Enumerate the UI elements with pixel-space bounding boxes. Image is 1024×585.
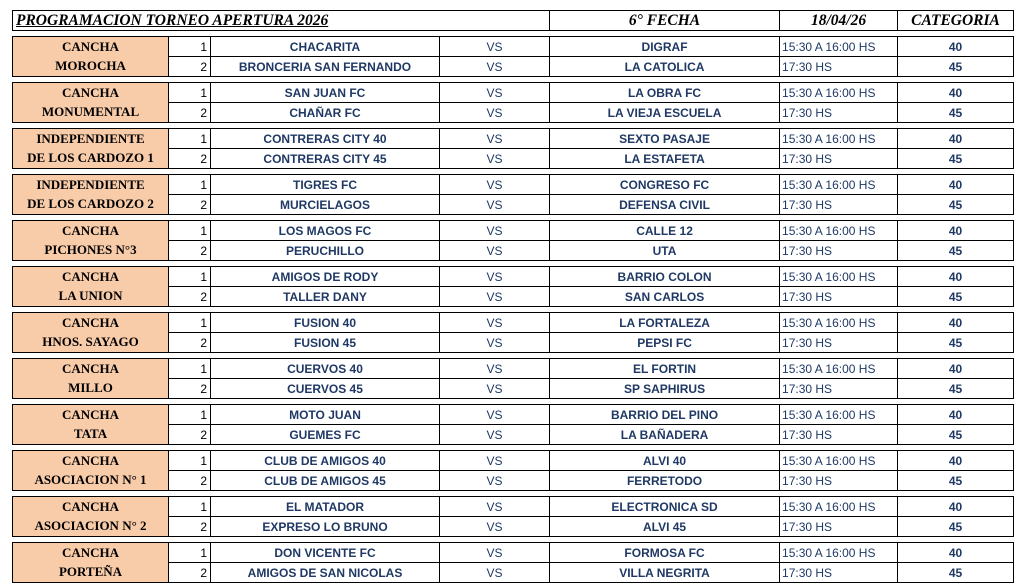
- venue-name: DE LOS CARDOZO 2: [13, 195, 169, 215]
- match-row: [13, 195, 1014, 215]
- match-number: 2: [169, 241, 211, 261]
- match-row: [13, 563, 1014, 583]
- match-row: [13, 175, 1014, 195]
- home-team: PERUCHILLO: [211, 241, 440, 261]
- match-number: 1: [169, 37, 211, 57]
- category-value: 45: [898, 563, 1014, 583]
- match-row: [13, 471, 1014, 491]
- category-value: 45: [898, 379, 1014, 399]
- match-number: 2: [169, 471, 211, 491]
- home-team: CLUB DE AMIGOS 40: [211, 451, 440, 471]
- away-team: PEPSI FC: [550, 333, 780, 353]
- match-number: 1: [169, 313, 211, 333]
- kickoff-time: 17:30 HS: [780, 517, 898, 537]
- vs-label: VS: [440, 287, 550, 307]
- match-row: [13, 517, 1014, 537]
- away-team: BARRIO COLON: [550, 267, 780, 287]
- vs-label: VS: [440, 379, 550, 399]
- match-row: [13, 451, 1014, 471]
- venue-name: CANCHA: [13, 497, 169, 517]
- match-number: 1: [169, 405, 211, 425]
- match-number: 1: [169, 497, 211, 517]
- home-team: TALLER DANY: [211, 287, 440, 307]
- away-team: SAN CARLOS: [550, 287, 780, 307]
- vs-label: VS: [440, 83, 550, 103]
- venue-name: INDEPENDIENTE: [13, 129, 169, 149]
- away-team: ALVI 40: [550, 451, 780, 471]
- schedule-sheet: [12, 10, 1013, 583]
- match-row: [13, 149, 1014, 169]
- vs-label: VS: [440, 175, 550, 195]
- vs-label: VS: [440, 267, 550, 287]
- kickoff-time: 15:30 A 16:00 HS: [780, 543, 898, 563]
- kickoff-time: 17:30 HS: [780, 379, 898, 399]
- away-team: DIGRAF: [550, 37, 780, 57]
- away-team: CALLE 12: [550, 221, 780, 241]
- match-row: [13, 497, 1014, 517]
- tournament-title: PROGRAMACION TORNEO APERTURA 2026: [13, 11, 550, 31]
- home-team: TIGRES FC: [211, 175, 440, 195]
- category-value: 40: [898, 359, 1014, 379]
- match-row: [13, 129, 1014, 149]
- category-value: 40: [898, 405, 1014, 425]
- venue-name: HNOS. SAYAGO: [13, 333, 169, 353]
- match-number: 1: [169, 175, 211, 195]
- home-team: CUERVOS 45: [211, 379, 440, 399]
- match-number: 2: [169, 149, 211, 169]
- venue-name: MONUMENTAL: [13, 103, 169, 123]
- venue-name: PORTEÑA: [13, 563, 169, 583]
- match-row: [13, 287, 1014, 307]
- away-team: UTA: [550, 241, 780, 261]
- vs-label: VS: [440, 195, 550, 215]
- kickoff-time: 15:30 A 16:00 HS: [780, 405, 898, 425]
- vs-label: VS: [440, 405, 550, 425]
- vs-label: VS: [440, 129, 550, 149]
- category-header: CATEGORIA: [898, 11, 1014, 31]
- match-row: [13, 221, 1014, 241]
- venue-name: PICHONES N°3: [13, 241, 169, 261]
- home-team: CONTRERAS CITY 45: [211, 149, 440, 169]
- match-number: 2: [169, 517, 211, 537]
- match-row: [13, 405, 1014, 425]
- vs-label: VS: [440, 359, 550, 379]
- match-number: 2: [169, 333, 211, 353]
- away-team: ELECTRONICA SD: [550, 497, 780, 517]
- vs-label: VS: [440, 313, 550, 333]
- away-team: CONGRESO FC: [550, 175, 780, 195]
- kickoff-time: 17:30 HS: [780, 333, 898, 353]
- kickoff-time: 15:30 A 16:00 HS: [780, 313, 898, 333]
- kickoff-time: 17:30 HS: [780, 241, 898, 261]
- match-number: 1: [169, 267, 211, 287]
- match-number: 1: [169, 221, 211, 241]
- kickoff-time: 15:30 A 16:00 HS: [780, 497, 898, 517]
- venue-name: CANCHA: [13, 405, 169, 425]
- category-value: 40: [898, 313, 1014, 333]
- venue-name: CANCHA: [13, 543, 169, 563]
- category-value: 40: [898, 83, 1014, 103]
- match-row: [13, 57, 1014, 77]
- away-team: SP SAPHIRUS: [550, 379, 780, 399]
- match-number: 2: [169, 57, 211, 77]
- category-value: 45: [898, 57, 1014, 77]
- match-number: 2: [169, 563, 211, 583]
- away-team: BARRIO DEL PINO: [550, 405, 780, 425]
- kickoff-time: 17:30 HS: [780, 57, 898, 77]
- away-team: LA VIEJA ESCUELA: [550, 103, 780, 123]
- category-value: 40: [898, 267, 1014, 287]
- kickoff-time: 17:30 HS: [780, 425, 898, 445]
- header-row: [13, 11, 1014, 31]
- kickoff-time: 17:30 HS: [780, 103, 898, 123]
- category-value: 45: [898, 425, 1014, 445]
- vs-label: VS: [440, 333, 550, 353]
- away-team: LA CATOLICA: [550, 57, 780, 77]
- match-row: [13, 83, 1014, 103]
- match-number: 1: [169, 129, 211, 149]
- match-number: 1: [169, 359, 211, 379]
- away-team: LA OBRA FC: [550, 83, 780, 103]
- category-value: 40: [898, 543, 1014, 563]
- vs-label: VS: [440, 149, 550, 169]
- match-number: 1: [169, 451, 211, 471]
- vs-label: VS: [440, 221, 550, 241]
- vs-label: VS: [440, 451, 550, 471]
- away-team: VILLA NEGRITA: [550, 563, 780, 583]
- vs-label: VS: [440, 517, 550, 537]
- match-number: 2: [169, 379, 211, 399]
- home-team: GUEMES FC: [211, 425, 440, 445]
- kickoff-time: 15:30 A 16:00 HS: [780, 267, 898, 287]
- home-team: CHAÑAR FC: [211, 103, 440, 123]
- home-team: CUERVOS 40: [211, 359, 440, 379]
- kickoff-time: 17:30 HS: [780, 149, 898, 169]
- away-team: FORMOSA FC: [550, 543, 780, 563]
- venue-name: CANCHA: [13, 221, 169, 241]
- round-label: 6° FECHA: [550, 11, 780, 31]
- vs-label: VS: [440, 471, 550, 491]
- match-row: [13, 37, 1014, 57]
- category-value: 45: [898, 195, 1014, 215]
- venue-name: ASOCIACION N° 2: [13, 517, 169, 537]
- match-row: [13, 313, 1014, 333]
- vs-label: VS: [440, 543, 550, 563]
- home-team: FUSION 40: [211, 313, 440, 333]
- category-value: 40: [898, 37, 1014, 57]
- vs-label: VS: [440, 497, 550, 517]
- category-value: 45: [898, 471, 1014, 491]
- category-value: 40: [898, 451, 1014, 471]
- away-team: ALVI 45: [550, 517, 780, 537]
- match-number: 1: [169, 543, 211, 563]
- match-number: 2: [169, 103, 211, 123]
- category-value: 40: [898, 129, 1014, 149]
- away-team: LA BAÑADERA: [550, 425, 780, 445]
- match-row: [13, 379, 1014, 399]
- category-value: 45: [898, 333, 1014, 353]
- vs-label: VS: [440, 103, 550, 123]
- away-team: FERRETODO: [550, 471, 780, 491]
- kickoff-time: 15:30 A 16:00 HS: [780, 221, 898, 241]
- vs-label: VS: [440, 241, 550, 261]
- kickoff-time: 17:30 HS: [780, 471, 898, 491]
- venue-name: CANCHA: [13, 451, 169, 471]
- kickoff-time: 15:30 A 16:00 HS: [780, 129, 898, 149]
- home-team: MURCIELAGOS: [211, 195, 440, 215]
- venue-name: ASOCIACION N° 1: [13, 471, 169, 491]
- category-value: 45: [898, 517, 1014, 537]
- home-team: LOS MAGOS FC: [211, 221, 440, 241]
- venue-name: MILLO: [13, 379, 169, 399]
- venue-name: TATA: [13, 425, 169, 445]
- venue-name: CANCHA: [13, 83, 169, 103]
- kickoff-time: 15:30 A 16:00 HS: [780, 175, 898, 195]
- match-row: [13, 543, 1014, 563]
- away-team: EL FORTIN: [550, 359, 780, 379]
- match-number: 2: [169, 195, 211, 215]
- home-team: CHACARITA: [211, 37, 440, 57]
- home-team: CLUB DE AMIGOS 45: [211, 471, 440, 491]
- vs-label: VS: [440, 563, 550, 583]
- venue-name: MOROCHA: [13, 57, 169, 77]
- match-row: [13, 241, 1014, 261]
- kickoff-time: 15:30 A 16:00 HS: [780, 37, 898, 57]
- home-team: DON VICENTE FC: [211, 543, 440, 563]
- category-value: 45: [898, 103, 1014, 123]
- venue-name: CANCHA: [13, 267, 169, 287]
- kickoff-time: 15:30 A 16:00 HS: [780, 359, 898, 379]
- vs-label: VS: [440, 37, 550, 57]
- category-value: 40: [898, 497, 1014, 517]
- vs-label: VS: [440, 57, 550, 77]
- away-team: LA FORTALEZA: [550, 313, 780, 333]
- vs-label: VS: [440, 425, 550, 445]
- schedule-table: [12, 10, 1014, 583]
- match-row: [13, 103, 1014, 123]
- match-row: [13, 425, 1014, 445]
- kickoff-time: 17:30 HS: [780, 563, 898, 583]
- kickoff-time: 15:30 A 16:00 HS: [780, 83, 898, 103]
- home-team: EXPRESO LO BRUNO: [211, 517, 440, 537]
- venue-name: DE LOS CARDOZO 1: [13, 149, 169, 169]
- away-team: SEXTO PASAJE: [550, 129, 780, 149]
- category-value: 45: [898, 149, 1014, 169]
- kickoff-time: 15:30 A 16:00 HS: [780, 451, 898, 471]
- venue-name: INDEPENDIENTE: [13, 175, 169, 195]
- away-team: DEFENSA CIVIL: [550, 195, 780, 215]
- match-number: 1: [169, 83, 211, 103]
- venue-name: LA UNION: [13, 287, 169, 307]
- away-team: LA ESTAFETA: [550, 149, 780, 169]
- match-date: 18/04/26: [780, 11, 898, 31]
- home-team: SAN JUAN FC: [211, 83, 440, 103]
- category-value: 45: [898, 241, 1014, 261]
- home-team: FUSION 45: [211, 333, 440, 353]
- venue-name: CANCHA: [13, 313, 169, 333]
- kickoff-time: 17:30 HS: [780, 195, 898, 215]
- home-team: EL MATADOR: [211, 497, 440, 517]
- category-value: 40: [898, 221, 1014, 241]
- category-value: 40: [898, 175, 1014, 195]
- home-team: CONTRERAS CITY 40: [211, 129, 440, 149]
- home-team: BRONCERIA SAN FERNANDO: [211, 57, 440, 77]
- match-row: [13, 267, 1014, 287]
- match-number: 2: [169, 425, 211, 445]
- category-value: 45: [898, 287, 1014, 307]
- match-row: [13, 333, 1014, 353]
- match-number: 2: [169, 287, 211, 307]
- venue-name: CANCHA: [13, 37, 169, 57]
- home-team: AMIGOS DE SAN NICOLAS: [211, 563, 440, 583]
- match-row: [13, 359, 1014, 379]
- home-team: MOTO JUAN: [211, 405, 440, 425]
- venue-name: CANCHA: [13, 359, 169, 379]
- kickoff-time: 17:30 HS: [780, 287, 898, 307]
- home-team: AMIGOS DE RODY: [211, 267, 440, 287]
